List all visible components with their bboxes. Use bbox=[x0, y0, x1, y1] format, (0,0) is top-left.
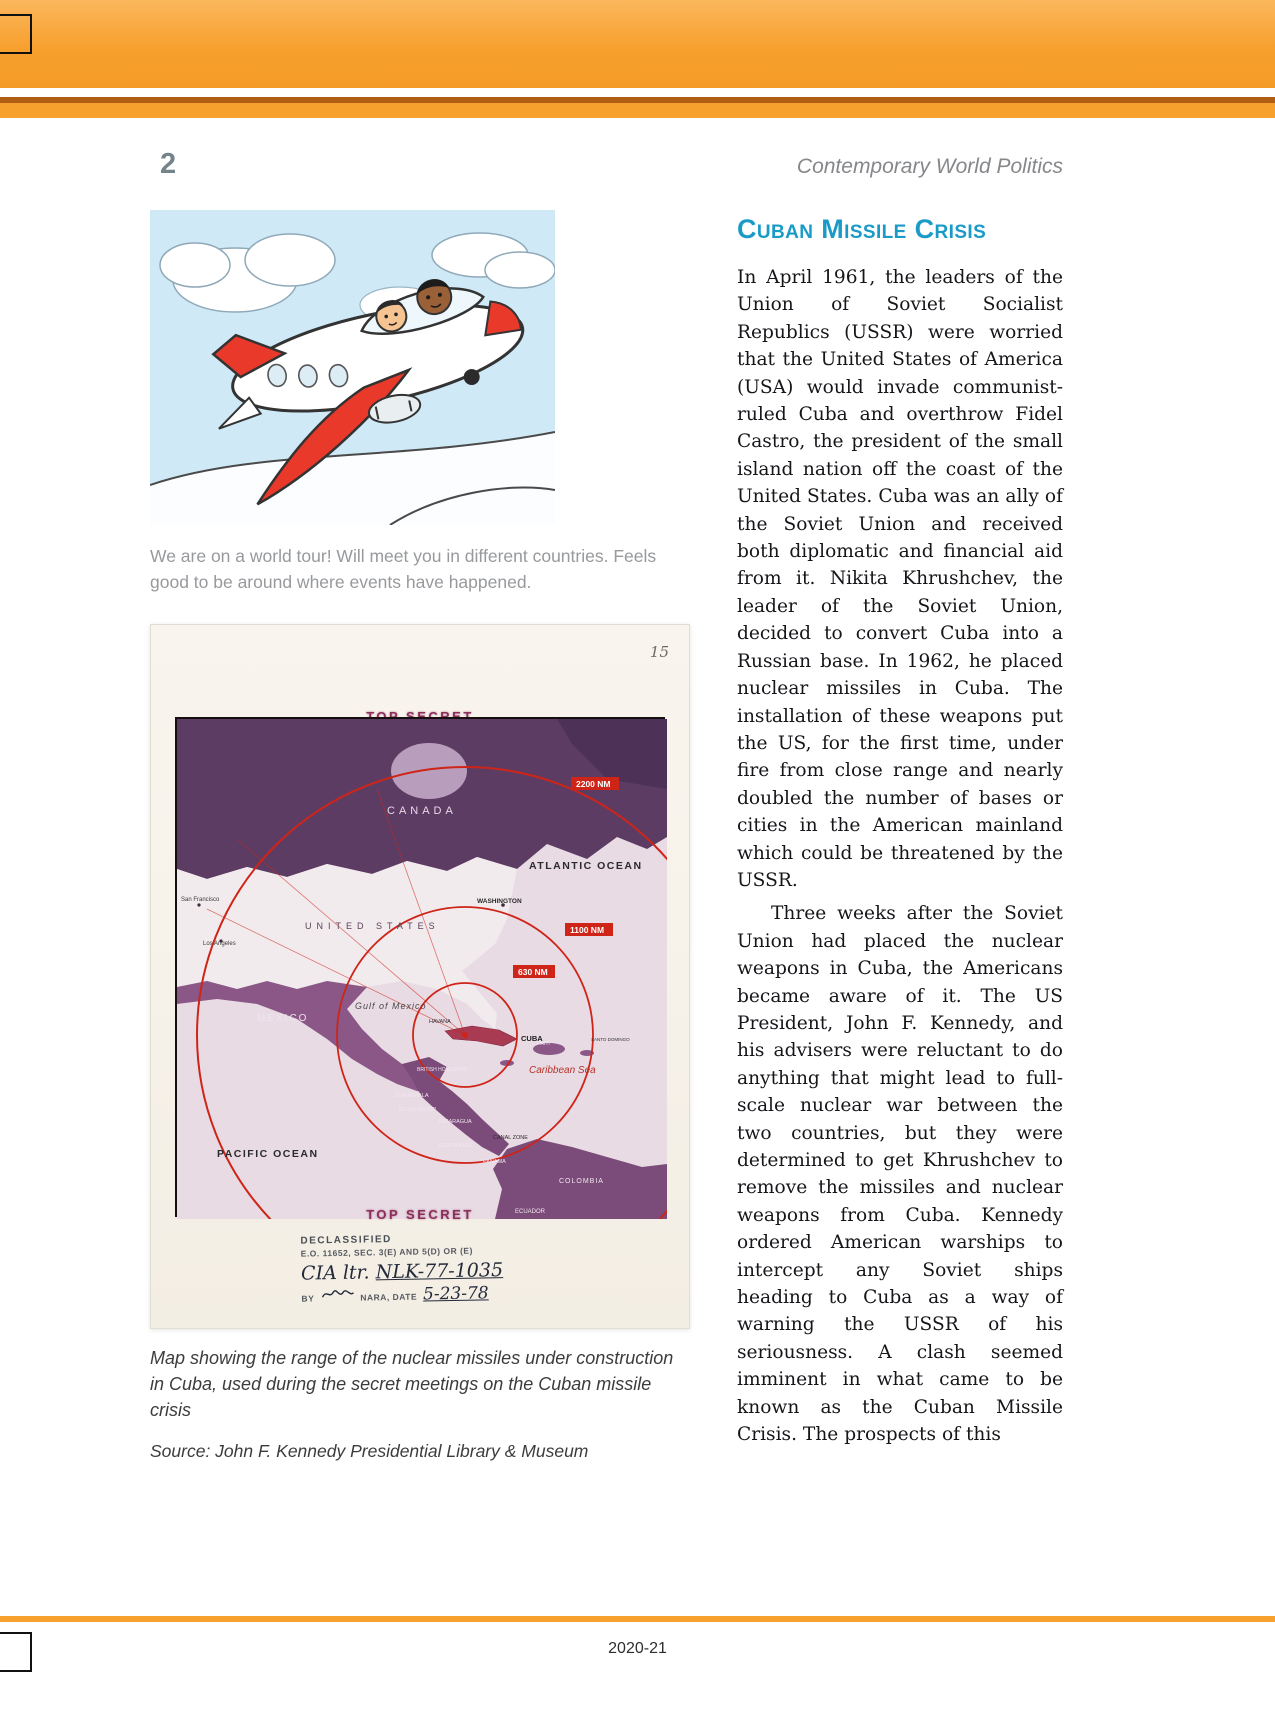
cuba-label: CUBA bbox=[521, 1033, 543, 1043]
map-caption: Map showing the range of the nuclear missiles under construction in Cuba, used during the secret meetings on the Cuban missile crisis bbox=[150, 1347, 674, 1420]
hudson-bay bbox=[391, 743, 467, 799]
canada-label: CANADA bbox=[387, 804, 457, 817]
footer-orange-band bbox=[0, 1616, 1275, 1622]
page-number: 2 bbox=[160, 148, 177, 180]
map-source: Source: John F. Kennedy Presidential Library & Museum bbox=[150, 1440, 589, 1461]
footer-year: 2020-21 bbox=[608, 1640, 667, 1657]
crop-mark-top-left bbox=[0, 14, 32, 54]
ecuador-label: ECUADOR bbox=[515, 1208, 546, 1215]
article-heading: Cuban Missile Crisis bbox=[737, 214, 987, 244]
cia-handwritten-line bbox=[301, 1257, 601, 1284]
band-gap bbox=[0, 88, 1275, 97]
caribbean-sea-label: Caribbean Sea bbox=[529, 1064, 596, 1076]
atlantic-ocean-label: ATLANTIC OCEAN bbox=[529, 859, 643, 872]
article-paragraph-2: Three weeks after the Soviet Union had placed the nuclear weapons in Cuba, the Americans became aware of it. The US President, John F. Kennedy, and his advisers were reluctant to do anything that might lead to full-scale nuclear war between the two countries, but they were determined to get Khrushchev to remove the missiles and nuclear weapons from Cuba. Kennedy ordered American warships to intercept any Soviet ships heading to Cuba as a way of warning the USSR of his seriousness. A clash seemed imminent in what came to be known as the Cuban Missile Crisis. The prospects of this bbox=[737, 903, 1063, 1446]
mexico-label: MEXICO bbox=[257, 1012, 309, 1024]
top-orange-band bbox=[0, 0, 1275, 88]
los-angeles-label: Los Angeles bbox=[203, 940, 236, 947]
nara-label: NARA, DATE bbox=[360, 1291, 418, 1303]
ring-label-2200 bbox=[571, 777, 619, 790]
haiti-label: HAITI bbox=[537, 1040, 550, 1047]
cartoon-illustration bbox=[150, 210, 555, 525]
article-paragraph-1: In April 1961, the leaders of the Union of Soviet Socialist Republics (USSR) were worried that the United States of America (USA) would invade communist-ruled Cuba and overthrow Fidel Castro, the president of the small island nation off the coast of the United States. Cuba was an ally of the Soviet Union and received both diplomatic and financial aid from it. Nikita Khrushchev, the leader of the Soviet Union, decided to convert Cuba into a Russian base. In 1962, he placed nuclear missiles in Cuba. The installation of these weapons put the US, for the first time, under fire from close range and nearly doubled the number of bases or cities in the American mainland which could be threatened by the USSR. bbox=[737, 267, 1063, 891]
united-states-label: UNITED STATES bbox=[305, 920, 440, 931]
declass-date: 5-23-78 bbox=[422, 1282, 489, 1304]
by-label: BY bbox=[301, 1292, 315, 1304]
declassification-stamp bbox=[300, 1230, 601, 1306]
eo-line: E.O. 11652, SEC. 3(E) AND 5(D) OR (E) bbox=[300, 1245, 473, 1259]
havana-label: HAVANA bbox=[429, 1018, 451, 1025]
declassified-stamp-text: DECLASSIFIED bbox=[300, 1233, 392, 1247]
washington-label: WASHINGTON bbox=[477, 897, 522, 905]
left-column bbox=[150, 210, 690, 1462]
top-secret-label-bottom: TOP SECRET bbox=[366, 1206, 474, 1222]
svg-text:2200 NM: 2200 NM bbox=[576, 778, 611, 789]
british-honduras-label: BRITISH HONDURAS bbox=[417, 1066, 467, 1073]
cia-number: NLK-77-1035 bbox=[375, 1258, 504, 1283]
signature-squiggle bbox=[320, 1286, 354, 1301]
map-scan bbox=[150, 624, 690, 1329]
panama-label: PANAMA bbox=[483, 1158, 506, 1165]
ring-label-1100 bbox=[565, 923, 613, 936]
second-orange-band bbox=[0, 103, 1275, 118]
page-header bbox=[160, 148, 1063, 181]
by-nara-line bbox=[301, 1281, 601, 1306]
handwritten-page-mark: 15 bbox=[649, 642, 669, 661]
nicaragua-label: NICARAGUA bbox=[439, 1118, 472, 1125]
el-salvador-label: EL SALVADOR bbox=[399, 1106, 437, 1113]
gulf-of-mexico-label: Gulf of Mexico bbox=[355, 1000, 427, 1011]
canal-zone-label: CANAL ZONE bbox=[493, 1134, 528, 1141]
cia-ltr: CIA ltr. bbox=[300, 1260, 370, 1285]
san-francisco-label: San Francisco bbox=[181, 896, 220, 903]
pacific-ocean-label: PACIFIC OCEAN bbox=[217, 1147, 319, 1160]
map-frame bbox=[175, 717, 665, 1217]
costa-rica-label: COSTA RICA bbox=[439, 1142, 472, 1149]
colombia-label: COLOMBIA bbox=[559, 1177, 604, 1185]
santo-domingo-label: SANTO DOMINGO bbox=[591, 1036, 630, 1042]
article-column bbox=[737, 214, 1063, 1448]
svg-text:1100 NM: 1100 NM bbox=[570, 924, 605, 935]
missile-range-map bbox=[177, 719, 667, 1219]
guatemala-label: GUATEMALA bbox=[395, 1092, 429, 1099]
running-header: Contemporary World Politics bbox=[796, 155, 1063, 178]
cartoon-svg bbox=[150, 210, 555, 525]
cartoon-caption: We are on a world tour! Will meet you in different countries. Feels good to be around where events have happened. bbox=[150, 546, 657, 593]
ring-label-630 bbox=[513, 965, 555, 978]
svg-text:630 NM: 630 NM bbox=[518, 966, 548, 977]
